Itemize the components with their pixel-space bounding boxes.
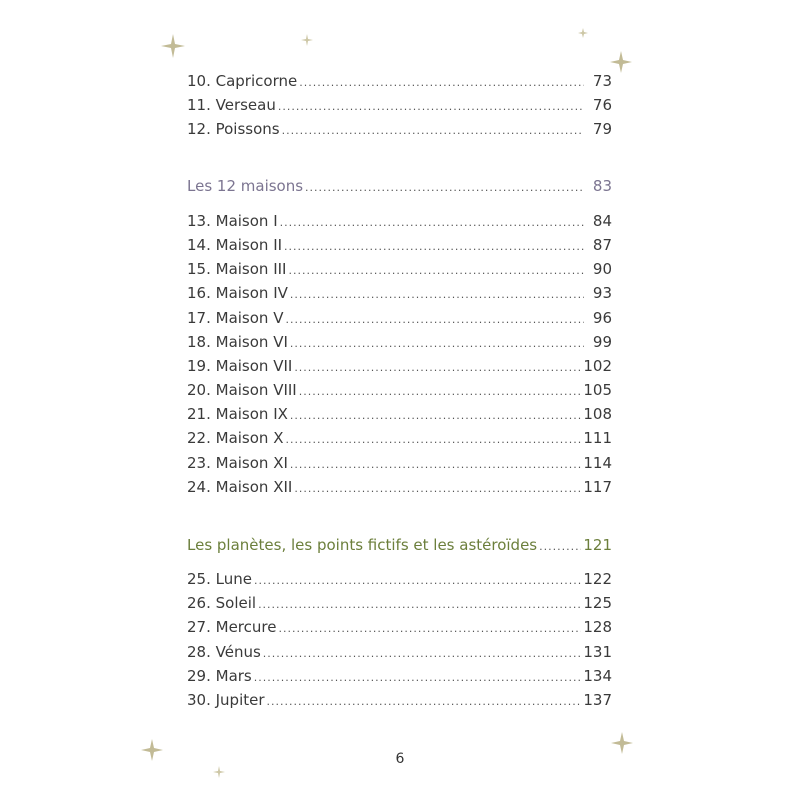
leader-dots <box>290 284 584 306</box>
leader-dots <box>290 333 584 355</box>
toc-entry <box>187 452 612 474</box>
toc-entry-label: 28. Vénus <box>187 643 261 661</box>
toc-entry-label: 10. Capricorne <box>187 72 298 90</box>
toc-entry-page: 131 <box>583 643 612 661</box>
toc-entry <box>187 331 612 353</box>
leader-dots <box>285 429 581 451</box>
toc-entry-label: 25. Lune <box>187 570 252 588</box>
sparkle-icon <box>212 765 226 779</box>
leader-dots <box>254 667 582 689</box>
toc-entry-page: 102 <box>583 357 612 375</box>
section-heading-page: 121 <box>583 536 612 554</box>
toc-entry-page: 128 <box>583 618 612 636</box>
leader-dots <box>285 309 584 331</box>
toc-entry-page: 76 <box>592 96 612 114</box>
toc-entry <box>187 94 612 116</box>
leader-dots <box>254 570 581 592</box>
toc-entry-page: 79 <box>592 120 612 138</box>
toc-entry <box>187 70 612 92</box>
toc-entry-page: 99 <box>592 333 612 351</box>
page-number: 6 <box>395 751 405 767</box>
toc-entry-label: 15. Maison III <box>187 260 287 278</box>
sparkle-icon <box>300 33 314 47</box>
leader-dots <box>278 618 581 640</box>
toc-entry-label: 14. Maison II <box>187 236 283 254</box>
sparkle-icon <box>140 738 164 762</box>
toc-entry-label: 19. Maison VII <box>187 357 293 375</box>
leader-dots <box>299 381 582 403</box>
leader-dots <box>288 260 584 282</box>
leader-dots <box>263 643 582 665</box>
toc-entry <box>187 476 612 498</box>
toc-entry-label: 20. Maison VIII <box>187 381 297 399</box>
toc-entry-label: 21. Maison IX <box>187 405 288 423</box>
toc-section-heading <box>187 534 612 556</box>
toc-entry-label: 11. Verseau <box>187 96 276 114</box>
toc-entry-label: 17. Maison V <box>187 309 284 327</box>
toc-entry-page: 125 <box>583 594 612 612</box>
leader-dots <box>290 405 581 427</box>
toc-entry-label: 30. Jupiter <box>187 691 265 709</box>
leader-dots <box>539 536 581 558</box>
toc-entry-label: 27. Mercure <box>187 618 277 636</box>
toc-entry-page: 111 <box>583 429 612 447</box>
toc-entry-label: 12. Poissons <box>187 120 280 138</box>
toc-entry <box>187 616 612 638</box>
sparkle-icon <box>577 27 589 39</box>
toc-entry <box>187 592 612 614</box>
leader-dots <box>278 96 584 118</box>
toc-entry <box>187 258 612 280</box>
toc-entry-page: 84 <box>592 212 612 230</box>
toc-entry-label: 29. Mars <box>187 667 252 685</box>
toc-entry-page: 117 <box>583 478 612 496</box>
toc-entry-label: 24. Maison XII <box>187 478 293 496</box>
toc-entry-label: 23. Maison XI <box>187 454 288 472</box>
section-heading-label: Les 12 maisons <box>187 177 304 195</box>
toc-entry-label: 13. Maison I <box>187 212 278 230</box>
toc-entry <box>187 282 612 304</box>
toc-entry-label: 26. Soleil <box>187 594 257 612</box>
leader-dots <box>305 177 584 199</box>
toc-entry <box>187 379 612 401</box>
toc-entry-page: 93 <box>592 284 612 302</box>
leader-dots <box>280 212 584 234</box>
toc-entry <box>187 665 612 687</box>
toc-entry-label: 16. Maison IV <box>187 284 288 302</box>
toc-entry <box>187 307 612 329</box>
leader-dots <box>282 120 584 142</box>
toc-entry <box>187 568 612 590</box>
toc-entry-page: 105 <box>583 381 612 399</box>
sparkle-icon <box>160 33 186 59</box>
toc-entry-page: 114 <box>583 454 612 472</box>
toc-entry <box>187 403 612 425</box>
leader-dots <box>294 478 581 500</box>
toc-entry-page: 96 <box>592 309 612 327</box>
toc-entry <box>187 427 612 449</box>
toc-entry-page: 137 <box>583 691 612 709</box>
sparkle-icon <box>609 50 633 74</box>
leader-dots <box>299 72 584 94</box>
toc-entry <box>187 118 612 140</box>
toc-section-heading <box>187 175 612 197</box>
leader-dots <box>258 594 581 616</box>
toc-entry-page: 90 <box>592 260 612 278</box>
section-heading-label: Les planètes, les points fictifs et les astéroïdes <box>187 536 538 554</box>
toc-entry-page: 73 <box>592 72 612 90</box>
toc-entry-label: 22. Maison X <box>187 429 284 447</box>
toc-entry-page: 87 <box>592 236 612 254</box>
toc-entry-page: 134 <box>583 667 612 685</box>
toc-entry-page: 122 <box>583 570 612 588</box>
toc-entry <box>187 210 612 232</box>
leader-dots <box>267 691 582 713</box>
leader-dots <box>284 236 584 258</box>
section-heading-page: 83 <box>592 177 612 195</box>
toc-entry <box>187 689 612 711</box>
toc-entry-label: 18. Maison VI <box>187 333 288 351</box>
toc-entry <box>187 355 612 377</box>
toc-entry <box>187 641 612 663</box>
toc-entry-page: 108 <box>583 405 612 423</box>
sparkle-icon <box>610 731 634 755</box>
toc-entry <box>187 234 612 256</box>
leader-dots <box>294 357 581 379</box>
leader-dots <box>290 454 581 476</box>
